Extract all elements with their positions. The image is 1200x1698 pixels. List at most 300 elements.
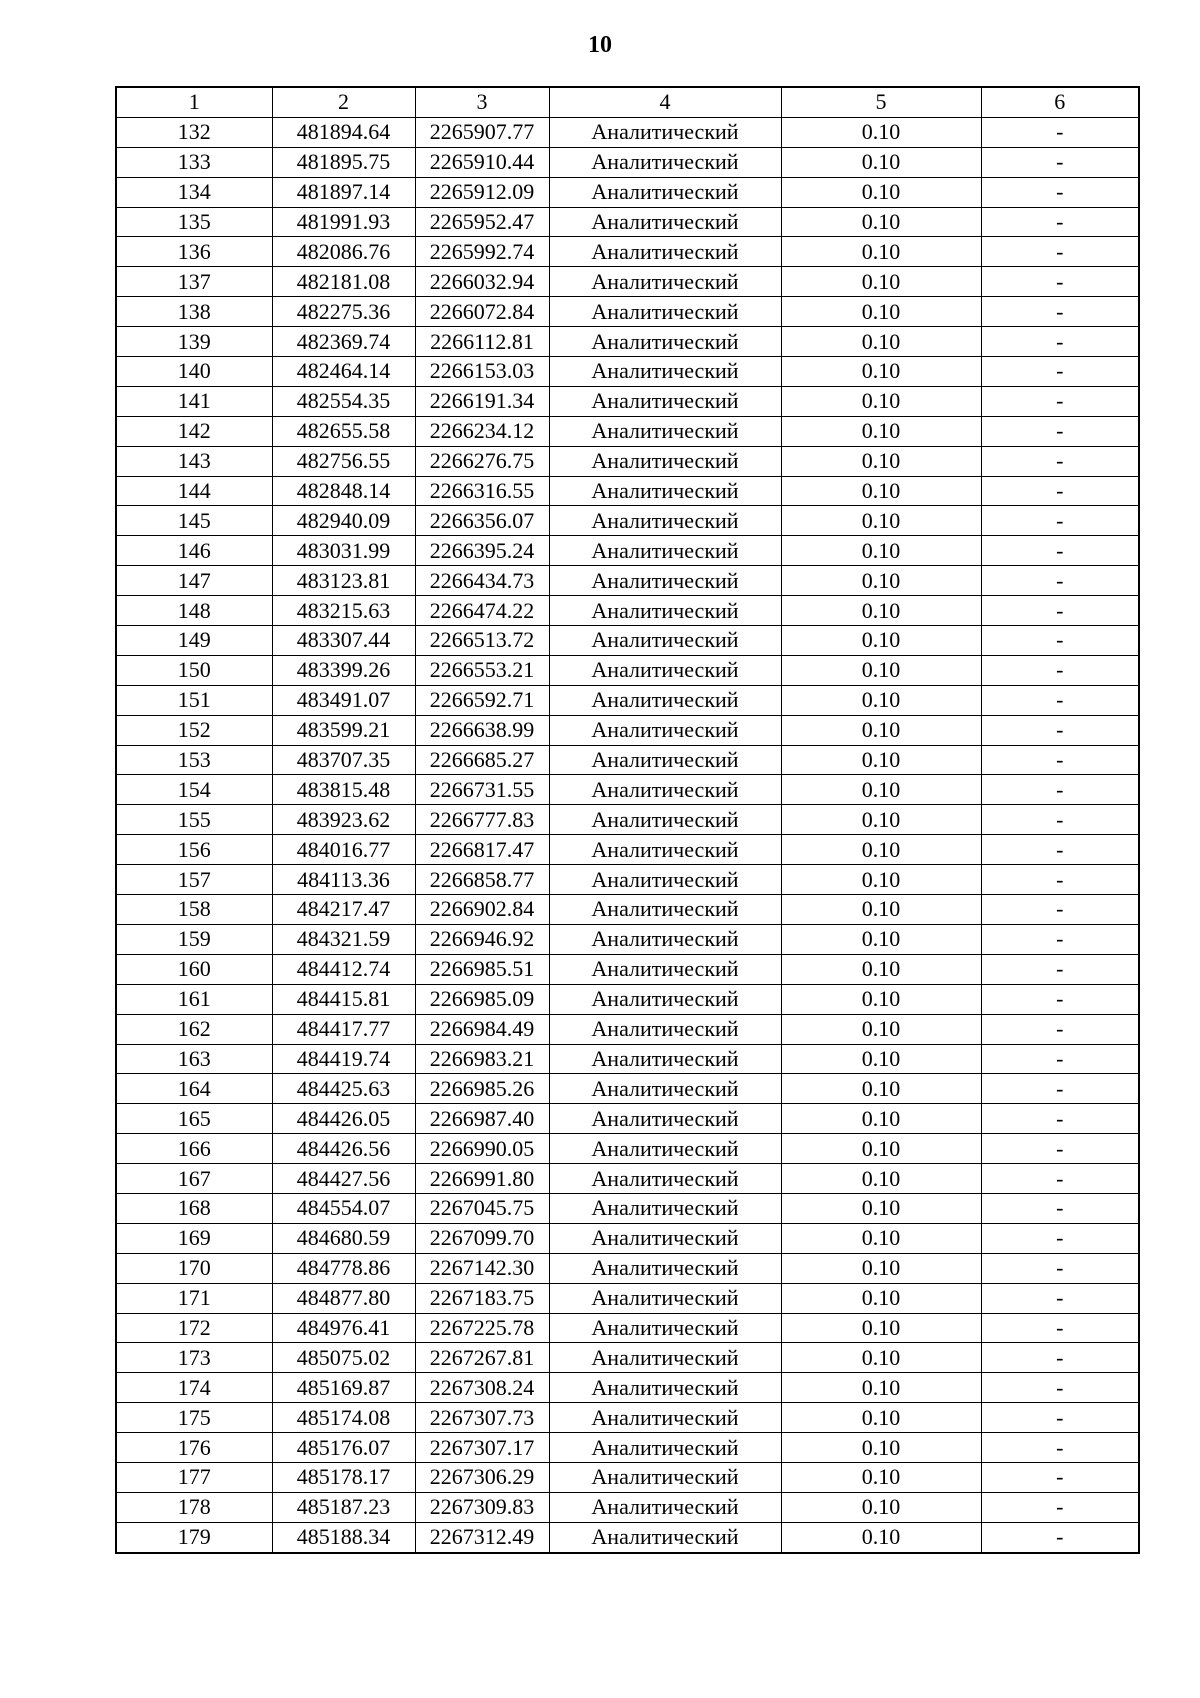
table-row bbox=[116, 1433, 1139, 1463]
table-cell: 137 bbox=[116, 267, 272, 297]
table-cell: - bbox=[981, 596, 1139, 626]
table-cell: - bbox=[981, 1044, 1139, 1074]
table-cell: 2266858.77 bbox=[415, 865, 549, 895]
table-cell: 0.10 bbox=[781, 357, 981, 387]
table-cell: 0.10 bbox=[781, 685, 981, 715]
table-cell: Аналитический bbox=[549, 805, 781, 835]
table-cell: 2266276.75 bbox=[415, 446, 549, 476]
table-cell: 2266638.99 bbox=[415, 715, 549, 745]
table-row bbox=[116, 207, 1139, 237]
table-cell: 2266985.51 bbox=[415, 954, 549, 984]
table-cell: 139 bbox=[116, 327, 272, 357]
table-cell: 2267142.30 bbox=[415, 1253, 549, 1283]
table-cell: 0.10 bbox=[781, 1522, 981, 1552]
table-cell: 0.10 bbox=[781, 1164, 981, 1194]
table-row bbox=[116, 745, 1139, 775]
table-cell: - bbox=[981, 536, 1139, 566]
table-cell: 483923.62 bbox=[272, 805, 415, 835]
table-cell: - bbox=[981, 386, 1139, 416]
table-cell: 158 bbox=[116, 895, 272, 925]
table-cell: 484425.63 bbox=[272, 1074, 415, 1104]
table-cell: Аналитический bbox=[549, 297, 781, 327]
table-cell: 0.10 bbox=[781, 626, 981, 656]
table-cell: 2267307.17 bbox=[415, 1433, 549, 1463]
table-cell: 171 bbox=[116, 1283, 272, 1313]
table-cell: - bbox=[981, 147, 1139, 177]
table-cell: Аналитический bbox=[549, 566, 781, 596]
table-row bbox=[116, 954, 1139, 984]
table-cell: 483491.07 bbox=[272, 685, 415, 715]
table-cell: 0.10 bbox=[781, 1074, 981, 1104]
column-header: 2 bbox=[272, 87, 415, 117]
table-cell: 485178.17 bbox=[272, 1462, 415, 1492]
table-cell: - bbox=[981, 1522, 1139, 1552]
table-row bbox=[116, 626, 1139, 656]
table-row bbox=[116, 685, 1139, 715]
table-cell: 0.10 bbox=[781, 1104, 981, 1134]
table-row bbox=[116, 536, 1139, 566]
table-row bbox=[116, 267, 1139, 297]
table-cell: 2266817.47 bbox=[415, 835, 549, 865]
table-cell: Аналитический bbox=[549, 1223, 781, 1253]
table-cell: 482181.08 bbox=[272, 267, 415, 297]
table-cell: Аналитический bbox=[549, 984, 781, 1014]
table-cell: Аналитический bbox=[549, 327, 781, 357]
table-cell: 176 bbox=[116, 1433, 272, 1463]
table-cell: - bbox=[981, 1283, 1139, 1313]
table-cell: - bbox=[981, 1104, 1139, 1134]
table-cell: 141 bbox=[116, 386, 272, 416]
table-row bbox=[116, 117, 1139, 147]
table-cell: 2266434.73 bbox=[415, 566, 549, 596]
table-cell: 2265912.09 bbox=[415, 177, 549, 207]
table-cell: - bbox=[981, 1433, 1139, 1463]
table-cell: 0.10 bbox=[781, 1193, 981, 1223]
table-cell: Аналитический bbox=[549, 1283, 781, 1313]
table-cell: 483815.48 bbox=[272, 775, 415, 805]
table-cell: 136 bbox=[116, 237, 272, 267]
table-row bbox=[116, 1343, 1139, 1373]
table-cell: 482756.55 bbox=[272, 446, 415, 476]
table-cell: 2266234.12 bbox=[415, 416, 549, 446]
table-cell: 2267309.83 bbox=[415, 1492, 549, 1522]
table-cell: Аналитический bbox=[549, 386, 781, 416]
table-cell: 0.10 bbox=[781, 177, 981, 207]
table-cell: - bbox=[981, 177, 1139, 207]
table-row bbox=[116, 1522, 1139, 1552]
table-cell: 484321.59 bbox=[272, 924, 415, 954]
table-row bbox=[116, 715, 1139, 745]
table-cell: 144 bbox=[116, 476, 272, 506]
table-cell: Аналитический bbox=[549, 1074, 781, 1104]
table-cell: 0.10 bbox=[781, 536, 981, 566]
table-cell: 2266991.80 bbox=[415, 1164, 549, 1194]
table-cell: - bbox=[981, 865, 1139, 895]
table-row bbox=[116, 1492, 1139, 1522]
table-cell: 481895.75 bbox=[272, 147, 415, 177]
table-cell: 0.10 bbox=[781, 655, 981, 685]
table-row bbox=[116, 1462, 1139, 1492]
table-row bbox=[116, 1104, 1139, 1134]
table-cell: Аналитический bbox=[549, 207, 781, 237]
table-cell: 0.10 bbox=[781, 446, 981, 476]
table-row bbox=[116, 984, 1139, 1014]
table-cell: 0.10 bbox=[781, 1462, 981, 1492]
table-cell: - bbox=[981, 237, 1139, 267]
table-row bbox=[116, 147, 1139, 177]
table-cell: Аналитический bbox=[549, 596, 781, 626]
table-row bbox=[116, 1044, 1139, 1074]
table-cell: 157 bbox=[116, 865, 272, 895]
table-cell: - bbox=[981, 1253, 1139, 1283]
table-header-row bbox=[116, 87, 1139, 117]
table-cell: 0.10 bbox=[781, 207, 981, 237]
column-header: 3 bbox=[415, 87, 549, 117]
table-cell: 0.10 bbox=[781, 835, 981, 865]
table-cell: 483307.44 bbox=[272, 626, 415, 656]
table-cell: - bbox=[981, 775, 1139, 805]
table-cell: 0.10 bbox=[781, 506, 981, 536]
table-cell: 162 bbox=[116, 1014, 272, 1044]
table-cell: Аналитический bbox=[549, 1253, 781, 1283]
table-cell: 0.10 bbox=[781, 745, 981, 775]
table-cell: 481991.93 bbox=[272, 207, 415, 237]
table-cell: 482369.74 bbox=[272, 327, 415, 357]
table-row bbox=[116, 177, 1139, 207]
table-cell: 483123.81 bbox=[272, 566, 415, 596]
table-cell: 484419.74 bbox=[272, 1044, 415, 1074]
table-row bbox=[116, 1134, 1139, 1164]
table-cell: 484412.74 bbox=[272, 954, 415, 984]
table-cell: 484778.86 bbox=[272, 1253, 415, 1283]
table-cell: - bbox=[981, 655, 1139, 685]
coordinates-table bbox=[115, 86, 1140, 1554]
table-cell: 0.10 bbox=[781, 805, 981, 835]
table-cell: 2266946.92 bbox=[415, 924, 549, 954]
table-cell: 485169.87 bbox=[272, 1373, 415, 1403]
table-cell: 0.10 bbox=[781, 924, 981, 954]
table-cell: - bbox=[981, 1313, 1139, 1343]
table-cell: 482848.14 bbox=[272, 476, 415, 506]
table-cell: 153 bbox=[116, 745, 272, 775]
table-cell: 172 bbox=[116, 1313, 272, 1343]
table-cell: 481894.64 bbox=[272, 117, 415, 147]
table-cell: 483031.99 bbox=[272, 536, 415, 566]
table-cell: 2267308.24 bbox=[415, 1373, 549, 1403]
table-cell: Аналитический bbox=[549, 1044, 781, 1074]
table-cell: 482275.36 bbox=[272, 297, 415, 327]
table-cell: Аналитический bbox=[549, 924, 781, 954]
table-row bbox=[116, 506, 1139, 536]
table-cell: 483399.26 bbox=[272, 655, 415, 685]
table-cell: 483707.35 bbox=[272, 745, 415, 775]
table-cell: 168 bbox=[116, 1193, 272, 1223]
table-cell: Аналитический bbox=[549, 147, 781, 177]
column-header: 5 bbox=[781, 87, 981, 117]
table-cell: 2265907.77 bbox=[415, 117, 549, 147]
table-row bbox=[116, 1014, 1139, 1044]
table-row bbox=[116, 1403, 1139, 1433]
table-cell: 169 bbox=[116, 1223, 272, 1253]
table-cell: 135 bbox=[116, 207, 272, 237]
table-cell: 2265992.74 bbox=[415, 237, 549, 267]
table-cell: - bbox=[981, 357, 1139, 387]
table-cell: 485187.23 bbox=[272, 1492, 415, 1522]
column-header: 1 bbox=[116, 87, 272, 117]
table-cell: 0.10 bbox=[781, 1014, 981, 1044]
table-cell: 0.10 bbox=[781, 596, 981, 626]
table-cell: 170 bbox=[116, 1253, 272, 1283]
table-row bbox=[116, 655, 1139, 685]
table-cell: 2266987.40 bbox=[415, 1104, 549, 1134]
table-cell: 173 bbox=[116, 1343, 272, 1373]
table-row bbox=[116, 1074, 1139, 1104]
table-row bbox=[116, 895, 1139, 925]
table-cell: 2266316.55 bbox=[415, 476, 549, 506]
table-cell: - bbox=[981, 924, 1139, 954]
table-cell: 484113.36 bbox=[272, 865, 415, 895]
table-cell: 2266731.55 bbox=[415, 775, 549, 805]
table-cell: - bbox=[981, 1462, 1139, 1492]
table-cell: 0.10 bbox=[781, 147, 981, 177]
table-cell: 147 bbox=[116, 566, 272, 596]
table-row bbox=[116, 566, 1139, 596]
table-cell: 0.10 bbox=[781, 715, 981, 745]
table-cell: Аналитический bbox=[549, 1492, 781, 1522]
table-cell: Аналитический bbox=[549, 895, 781, 925]
table-cell: 2266032.94 bbox=[415, 267, 549, 297]
table-row bbox=[116, 327, 1139, 357]
table-cell: 0.10 bbox=[781, 476, 981, 506]
table-row bbox=[116, 446, 1139, 476]
table-cell: 146 bbox=[116, 536, 272, 566]
table-cell: Аналитический bbox=[549, 685, 781, 715]
table-cell: 484554.07 bbox=[272, 1193, 415, 1223]
column-header: 6 bbox=[981, 87, 1139, 117]
table-cell: 482554.35 bbox=[272, 386, 415, 416]
table-cell: 2266112.81 bbox=[415, 327, 549, 357]
table-cell: 0.10 bbox=[781, 1403, 981, 1433]
table-cell: - bbox=[981, 984, 1139, 1014]
table-cell: 482464.14 bbox=[272, 357, 415, 387]
table-row bbox=[116, 297, 1139, 327]
table-cell: 0.10 bbox=[781, 1134, 981, 1164]
table-row bbox=[116, 835, 1139, 865]
table-cell: Аналитический bbox=[549, 416, 781, 446]
table-cell: 132 bbox=[116, 117, 272, 147]
table-cell: 2266356.07 bbox=[415, 506, 549, 536]
table-row bbox=[116, 416, 1139, 446]
table-cell: 2266072.84 bbox=[415, 297, 549, 327]
table-cell: 2266685.27 bbox=[415, 745, 549, 775]
table-cell: 148 bbox=[116, 596, 272, 626]
table-cell: - bbox=[981, 476, 1139, 506]
table-cell: - bbox=[981, 1014, 1139, 1044]
table-cell: 2266990.05 bbox=[415, 1134, 549, 1164]
table-cell: 143 bbox=[116, 446, 272, 476]
table-cell: 484417.77 bbox=[272, 1014, 415, 1044]
table-cell: 485188.34 bbox=[272, 1522, 415, 1552]
table-row bbox=[116, 1223, 1139, 1253]
table-cell: - bbox=[981, 745, 1139, 775]
table-cell: 179 bbox=[116, 1522, 272, 1552]
table-cell: 177 bbox=[116, 1462, 272, 1492]
table-cell: 485174.08 bbox=[272, 1403, 415, 1433]
table-row bbox=[116, 865, 1139, 895]
table-row bbox=[116, 386, 1139, 416]
table-cell: 0.10 bbox=[781, 297, 981, 327]
table-cell: - bbox=[981, 895, 1139, 925]
table-cell: 134 bbox=[116, 177, 272, 207]
table-cell: 2265910.44 bbox=[415, 147, 549, 177]
table-cell: 2266984.49 bbox=[415, 1014, 549, 1044]
table-cell: 482940.09 bbox=[272, 506, 415, 536]
table-cell: 154 bbox=[116, 775, 272, 805]
table-cell: - bbox=[981, 1492, 1139, 1522]
table-cell: - bbox=[981, 506, 1139, 536]
table-row bbox=[116, 1193, 1139, 1223]
table-row bbox=[116, 1164, 1139, 1194]
table-cell: - bbox=[981, 1134, 1139, 1164]
table-cell: 0.10 bbox=[781, 1044, 981, 1074]
table-cell: 0.10 bbox=[781, 1313, 981, 1343]
table-cell: 2266985.09 bbox=[415, 984, 549, 1014]
table-cell: 482655.58 bbox=[272, 416, 415, 446]
table-cell: 0.10 bbox=[781, 1343, 981, 1373]
table-cell: 0.10 bbox=[781, 775, 981, 805]
table-cell: 2265952.47 bbox=[415, 207, 549, 237]
table-row bbox=[116, 476, 1139, 506]
table-cell: 2266902.84 bbox=[415, 895, 549, 925]
table-cell: 166 bbox=[116, 1134, 272, 1164]
table-cell: Аналитический bbox=[549, 715, 781, 745]
table-cell: Аналитический bbox=[549, 1104, 781, 1134]
table-cell: Аналитический bbox=[549, 536, 781, 566]
table-cell: - bbox=[981, 835, 1139, 865]
table-cell: Аналитический bbox=[549, 1164, 781, 1194]
table-cell: Аналитический bbox=[549, 745, 781, 775]
table-cell: 2266592.71 bbox=[415, 685, 549, 715]
table-cell: - bbox=[981, 327, 1139, 357]
table-cell: Аналитический bbox=[549, 1343, 781, 1373]
table-cell: 0.10 bbox=[781, 117, 981, 147]
table-cell: 150 bbox=[116, 655, 272, 685]
table-cell: - bbox=[981, 1193, 1139, 1223]
table-cell: - bbox=[981, 566, 1139, 596]
table-cell: 0.10 bbox=[781, 237, 981, 267]
table-cell: Аналитический bbox=[549, 446, 781, 476]
table-cell: 138 bbox=[116, 297, 272, 327]
table-cell: 484976.41 bbox=[272, 1313, 415, 1343]
table-cell: - bbox=[981, 416, 1139, 446]
table-cell: Аналитический bbox=[549, 1373, 781, 1403]
table-row bbox=[116, 237, 1139, 267]
table-cell: 484415.81 bbox=[272, 984, 415, 1014]
table-cell: 2266553.21 bbox=[415, 655, 549, 685]
table-cell: Аналитический bbox=[549, 775, 781, 805]
table-cell: Аналитический bbox=[549, 177, 781, 207]
table-row bbox=[116, 357, 1139, 387]
table-cell: 2267099.70 bbox=[415, 1223, 549, 1253]
table-cell: Аналитический bbox=[549, 1403, 781, 1433]
table-cell: Аналитический bbox=[549, 506, 781, 536]
table-cell: - bbox=[981, 207, 1139, 237]
table-cell: 484877.80 bbox=[272, 1283, 415, 1313]
table-cell: 2267183.75 bbox=[415, 1283, 549, 1313]
table-cell: 2267312.49 bbox=[415, 1522, 549, 1552]
table-cell: 151 bbox=[116, 685, 272, 715]
table-cell: - bbox=[981, 626, 1139, 656]
table-cell: - bbox=[981, 117, 1139, 147]
column-header: 4 bbox=[549, 87, 781, 117]
table-cell: Аналитический bbox=[549, 117, 781, 147]
table-cell: 485075.02 bbox=[272, 1343, 415, 1373]
table-cell: 484680.59 bbox=[272, 1223, 415, 1253]
table-cell: 483599.21 bbox=[272, 715, 415, 745]
table-cell: Аналитический bbox=[549, 476, 781, 506]
table-cell: Аналитический bbox=[549, 1193, 781, 1223]
table-cell: - bbox=[981, 954, 1139, 984]
table-cell: - bbox=[981, 805, 1139, 835]
table-cell: 2266777.83 bbox=[415, 805, 549, 835]
table-row bbox=[116, 1313, 1139, 1343]
table-cell: 484426.56 bbox=[272, 1134, 415, 1164]
table-cell: 159 bbox=[116, 924, 272, 954]
table-cell: - bbox=[981, 715, 1139, 745]
table-cell: 484217.47 bbox=[272, 895, 415, 925]
table-body bbox=[116, 117, 1139, 1552]
table-cell: 160 bbox=[116, 954, 272, 984]
table-cell: - bbox=[981, 685, 1139, 715]
table-cell: Аналитический bbox=[549, 1462, 781, 1492]
table-cell: 145 bbox=[116, 506, 272, 536]
table-cell: 2267267.81 bbox=[415, 1343, 549, 1373]
table-cell: Аналитический bbox=[549, 1313, 781, 1343]
table-cell: 484427.56 bbox=[272, 1164, 415, 1194]
table-cell: - bbox=[981, 1164, 1139, 1194]
table-cell: 2266474.22 bbox=[415, 596, 549, 626]
page-number: 10 bbox=[588, 32, 612, 58]
table-cell: 156 bbox=[116, 835, 272, 865]
table-cell: 2266985.26 bbox=[415, 1074, 549, 1104]
table-cell: 133 bbox=[116, 147, 272, 177]
table-cell: 2266191.34 bbox=[415, 386, 549, 416]
table-cell: 140 bbox=[116, 357, 272, 387]
table-cell: Аналитический bbox=[549, 835, 781, 865]
table-cell: 2266395.24 bbox=[415, 536, 549, 566]
table-row bbox=[116, 775, 1139, 805]
table-cell: 0.10 bbox=[781, 1253, 981, 1283]
table-cell: Аналитический bbox=[549, 1134, 781, 1164]
table-cell: 2266153.03 bbox=[415, 357, 549, 387]
table-cell: - bbox=[981, 1223, 1139, 1253]
table-cell: 0.10 bbox=[781, 895, 981, 925]
table-cell: - bbox=[981, 446, 1139, 476]
table-cell: 2267045.75 bbox=[415, 1193, 549, 1223]
table-cell: 0.10 bbox=[781, 1223, 981, 1253]
table-cell: 483215.63 bbox=[272, 596, 415, 626]
table-cell: Аналитический bbox=[549, 357, 781, 387]
table-cell: 167 bbox=[116, 1164, 272, 1194]
table-cell: - bbox=[981, 1343, 1139, 1373]
table-cell: 178 bbox=[116, 1492, 272, 1522]
table-cell: 484426.05 bbox=[272, 1104, 415, 1134]
table-cell: Аналитический bbox=[549, 626, 781, 656]
table-cell: 0.10 bbox=[781, 267, 981, 297]
table-cell: 0.10 bbox=[781, 386, 981, 416]
table-cell: 165 bbox=[116, 1104, 272, 1134]
table-cell: 0.10 bbox=[781, 1283, 981, 1313]
